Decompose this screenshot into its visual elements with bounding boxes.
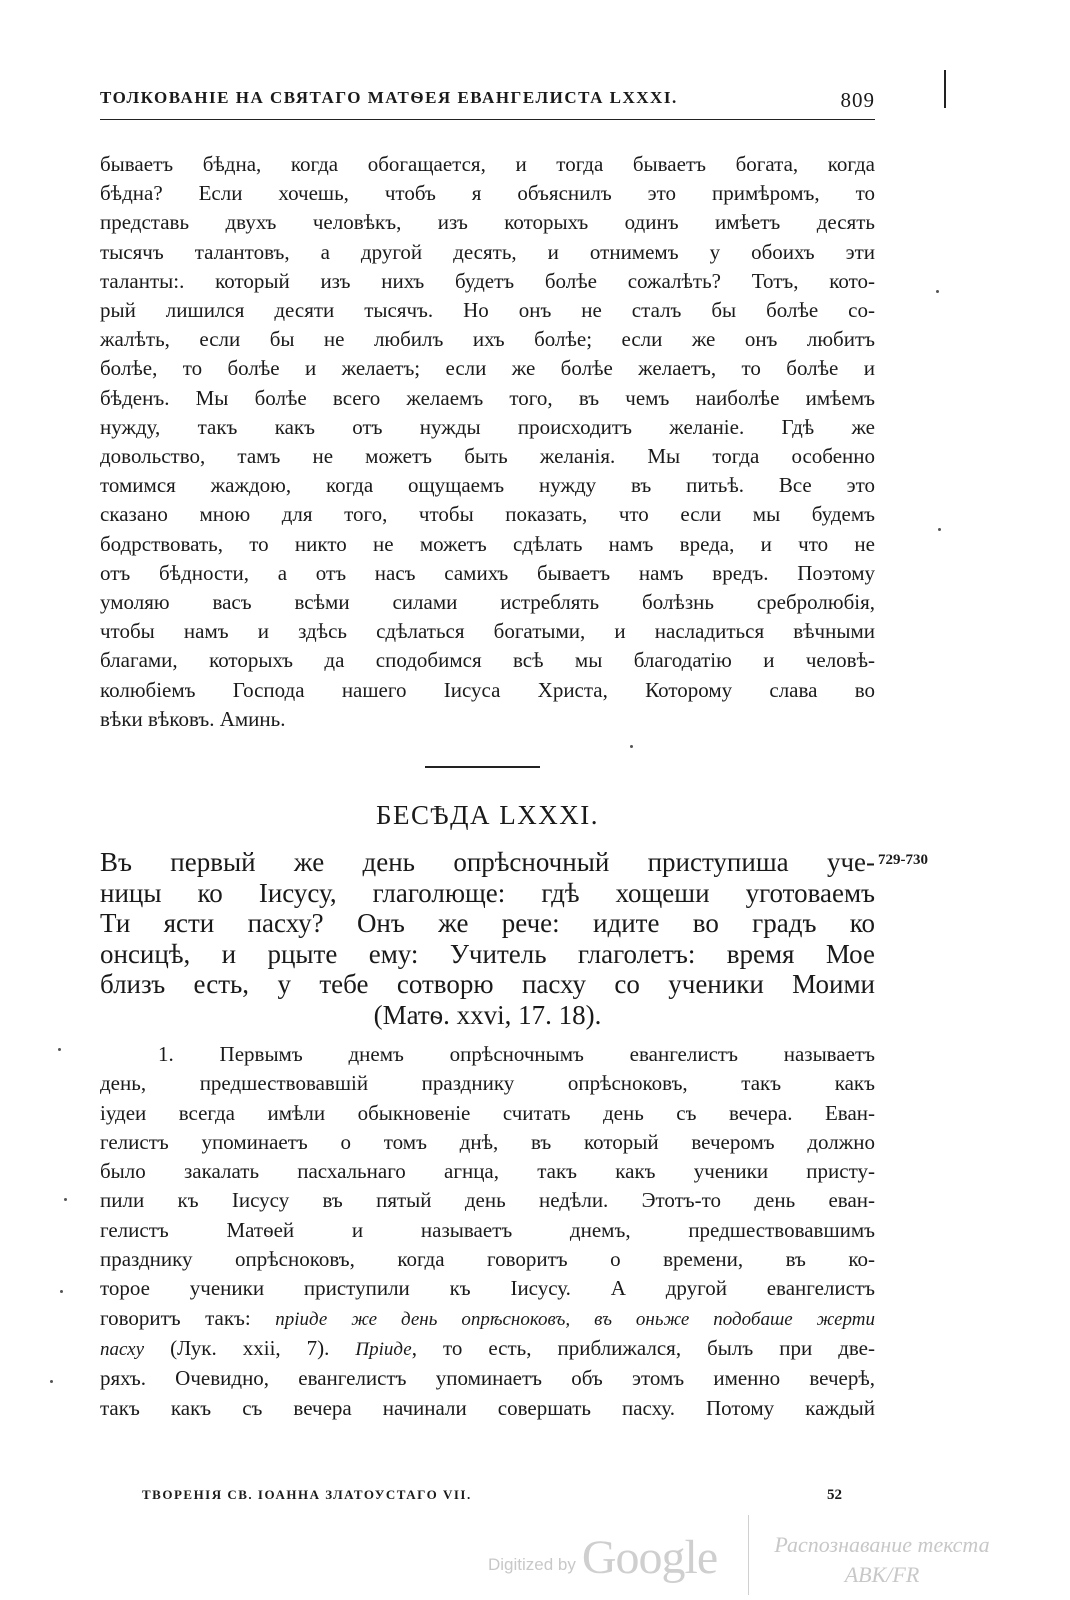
page-edge-mark — [944, 70, 946, 108]
text-line: празднику опрѣсноковъ, когда говоритъ о времени, въ ко- — [100, 1247, 875, 1272]
text-line: гелистъ упоминаетъ о томъ днѣ, въ который вечеромъ должно — [100, 1129, 875, 1154]
italic-quote: пріиде же день опрѣсноковъ, въ оньже подобаше жерти — [275, 1308, 875, 1330]
google-watermark — [488, 1525, 717, 1585]
text-line: благами, которыхъ да сподобимся всѣ мы благодатію и человѣ- — [100, 648, 875, 673]
scripture-epigraph — [100, 847, 875, 1030]
italic-quote: пасху — [100, 1338, 145, 1360]
ocr-credit-line: ABK/FR — [844, 1562, 920, 1587]
text-line: 1. Первымъ днемъ опрѣсночнымъ евангелистъ называетъ — [158, 1042, 875, 1066]
text-line: бываетъ бѣдна, когда обогащается, и тогда бываетъ богата, когда — [100, 152, 875, 176]
text-line: пили къ Іисусу въ пятый день недѣли. Этотъ-то день еван- — [100, 1188, 875, 1213]
page-number: 809 — [840, 88, 875, 112]
text-line: бѣдна? Если хочешь, чтобъ я объяснилъ это примѣромъ, то — [100, 181, 875, 206]
text-line: отъ бѣдности, а отъ насъ самихъ бываетъ намъ вредъ. Поэтому — [100, 560, 875, 585]
text-line: жалѣть, если бы не любилъ ихъ болѣе; если же онъ любитъ — [100, 327, 875, 352]
watermark-separator — [748, 1515, 749, 1595]
text-line: умоляю васъ всѣми силами истреблять болѣзнь сребролюбія, — [100, 590, 875, 615]
scan-speck — [50, 1380, 53, 1383]
text-line: вѣки вѣковъ. Аминь. — [100, 706, 286, 731]
running-head-title: ТОЛКОВАНІЕ НА СВЯТАГО МАТѲЕЯ ЕВАНГЕЛИСТА LXXXI. — [100, 88, 678, 107]
text-line: колюбіемъ Господа нашего Іисуса Христа, Которому слава во — [100, 677, 875, 702]
digitized-by-text: Digitized by — [488, 1555, 576, 1574]
text-line-with-quote — [100, 1334, 875, 1364]
text-line: сказано мною для того, чтобы показать, что если мы будемъ — [100, 502, 875, 527]
google-logo: Google — [581, 1531, 718, 1584]
italic-quote: Пріиде — [355, 1338, 412, 1360]
text-line: таланты:. который изъ нихъ будетъ болѣе сожалѣть? Тотъ, кото- — [100, 268, 875, 293]
scan-speck — [630, 745, 633, 748]
scripture-reference: (Матѳ. xxvi, 17. 18). — [373, 999, 602, 1030]
epigraph-line: Въ первый же день опрѣсночный приступиша уче- — [100, 847, 875, 877]
margin-column-reference: 729-730 — [878, 852, 928, 868]
body-paragraph — [100, 150, 875, 734]
scan-speck — [64, 1198, 67, 1201]
signature-mark: 52 — [827, 1487, 842, 1503]
epigraph-line: онсицѣ, и рцыте ему: Учитель глаголетъ: время Мое — [100, 938, 875, 969]
page-footer — [142, 1487, 842, 1504]
text-line: бѣденъ. Мы болѣе всего желаемъ того, въ чемъ наиболѣе имѣемъ — [100, 385, 875, 410]
epigraph-line: Ти ясти пасху? Онъ же рече: идите во градъ ко — [100, 908, 875, 938]
ocr-credit-line: Распознавание текста — [774, 1532, 990, 1557]
text-line: бодрствовать, то никто не можетъ сдѣлать намъ вреда, и что не — [100, 531, 875, 556]
text-line: было закалать пасхальнаго агнца, такъ какъ ученики присту- — [100, 1159, 875, 1184]
text-line: чтобы намъ и здѣсь сдѣлаться богатыми, и насладиться вѣчными — [100, 619, 875, 644]
scan-speck — [60, 1290, 63, 1293]
running-head — [100, 88, 875, 120]
text-fragment: (Лук. xxii, 7). — [144, 1335, 356, 1360]
text-line: нужду, такъ какъ отъ нужды происходитъ желаніе. Гдѣ же — [100, 414, 875, 439]
section-divider — [425, 766, 540, 768]
epigraph-line: близъ есть, у тебе сотворю пасху со ученики Моими — [100, 969, 875, 999]
text-line: рый лишился десяти тысячъ. Но онъ не сталъ бы болѣе со- — [100, 298, 875, 323]
text-line: довольство, тамъ не можетъ быть желанія. Мы тогда особенно — [100, 444, 875, 469]
text-line: представь двухъ человѣкъ, изъ которыхъ одинъ имѣетъ десять — [100, 210, 875, 235]
text-line: болѣе, то болѣе и желаетъ; если же болѣе желаетъ, то болѣе и — [100, 356, 875, 381]
footer-title: ТВОРЕНІЯ СВ. ІОАННА ЗЛАТОУСТАГО VII. — [142, 1487, 472, 1502]
text-line: торое ученики приступили къ Іисусу. А другой евангелистъ — [100, 1276, 875, 1301]
text-fragment: говоритъ такъ: — [100, 1305, 276, 1330]
section-1-paragraph — [100, 1040, 875, 1423]
text-line-with-quote — [100, 1304, 875, 1334]
text-line: ряхъ. Очевидно, евангелистъ упоминаетъ объ этомъ именно вечерѣ, — [100, 1366, 875, 1391]
text-fragment: , то есть, приближался, былъ при две- — [411, 1335, 875, 1360]
text-line: такъ какъ съ вечера начинали совершать пасху. Потому каждый — [100, 1395, 875, 1420]
scan-speck — [936, 290, 939, 293]
text-line: тысячъ талантовъ, а другой десять, и отнимемъ у обоихъ эти — [100, 239, 875, 264]
homily-title: БЕСѢДА LXXXI. — [375, 800, 599, 830]
text-line: іудеи всегда имѣли обыкновеніе считать день съ вечера. Еван- — [100, 1100, 875, 1125]
ocr-credit-watermark — [752, 1530, 1012, 1590]
epigraph-line: ницы ко Іисусу, глаголюще: гдѣ хощеши уготоваемъ — [100, 877, 875, 908]
text-line: гелистъ Матѳей и называетъ днемъ, предшествовавшимъ — [100, 1217, 875, 1242]
scan-speck — [58, 1048, 61, 1051]
text-line: день, предшествовавшій празднику опрѣсноковъ, такъ какъ — [100, 1071, 875, 1096]
scan-speck — [938, 528, 941, 531]
text-line: томимся жаждою, когда ощущаемъ нужду въ питьѣ. Все это — [100, 473, 875, 498]
